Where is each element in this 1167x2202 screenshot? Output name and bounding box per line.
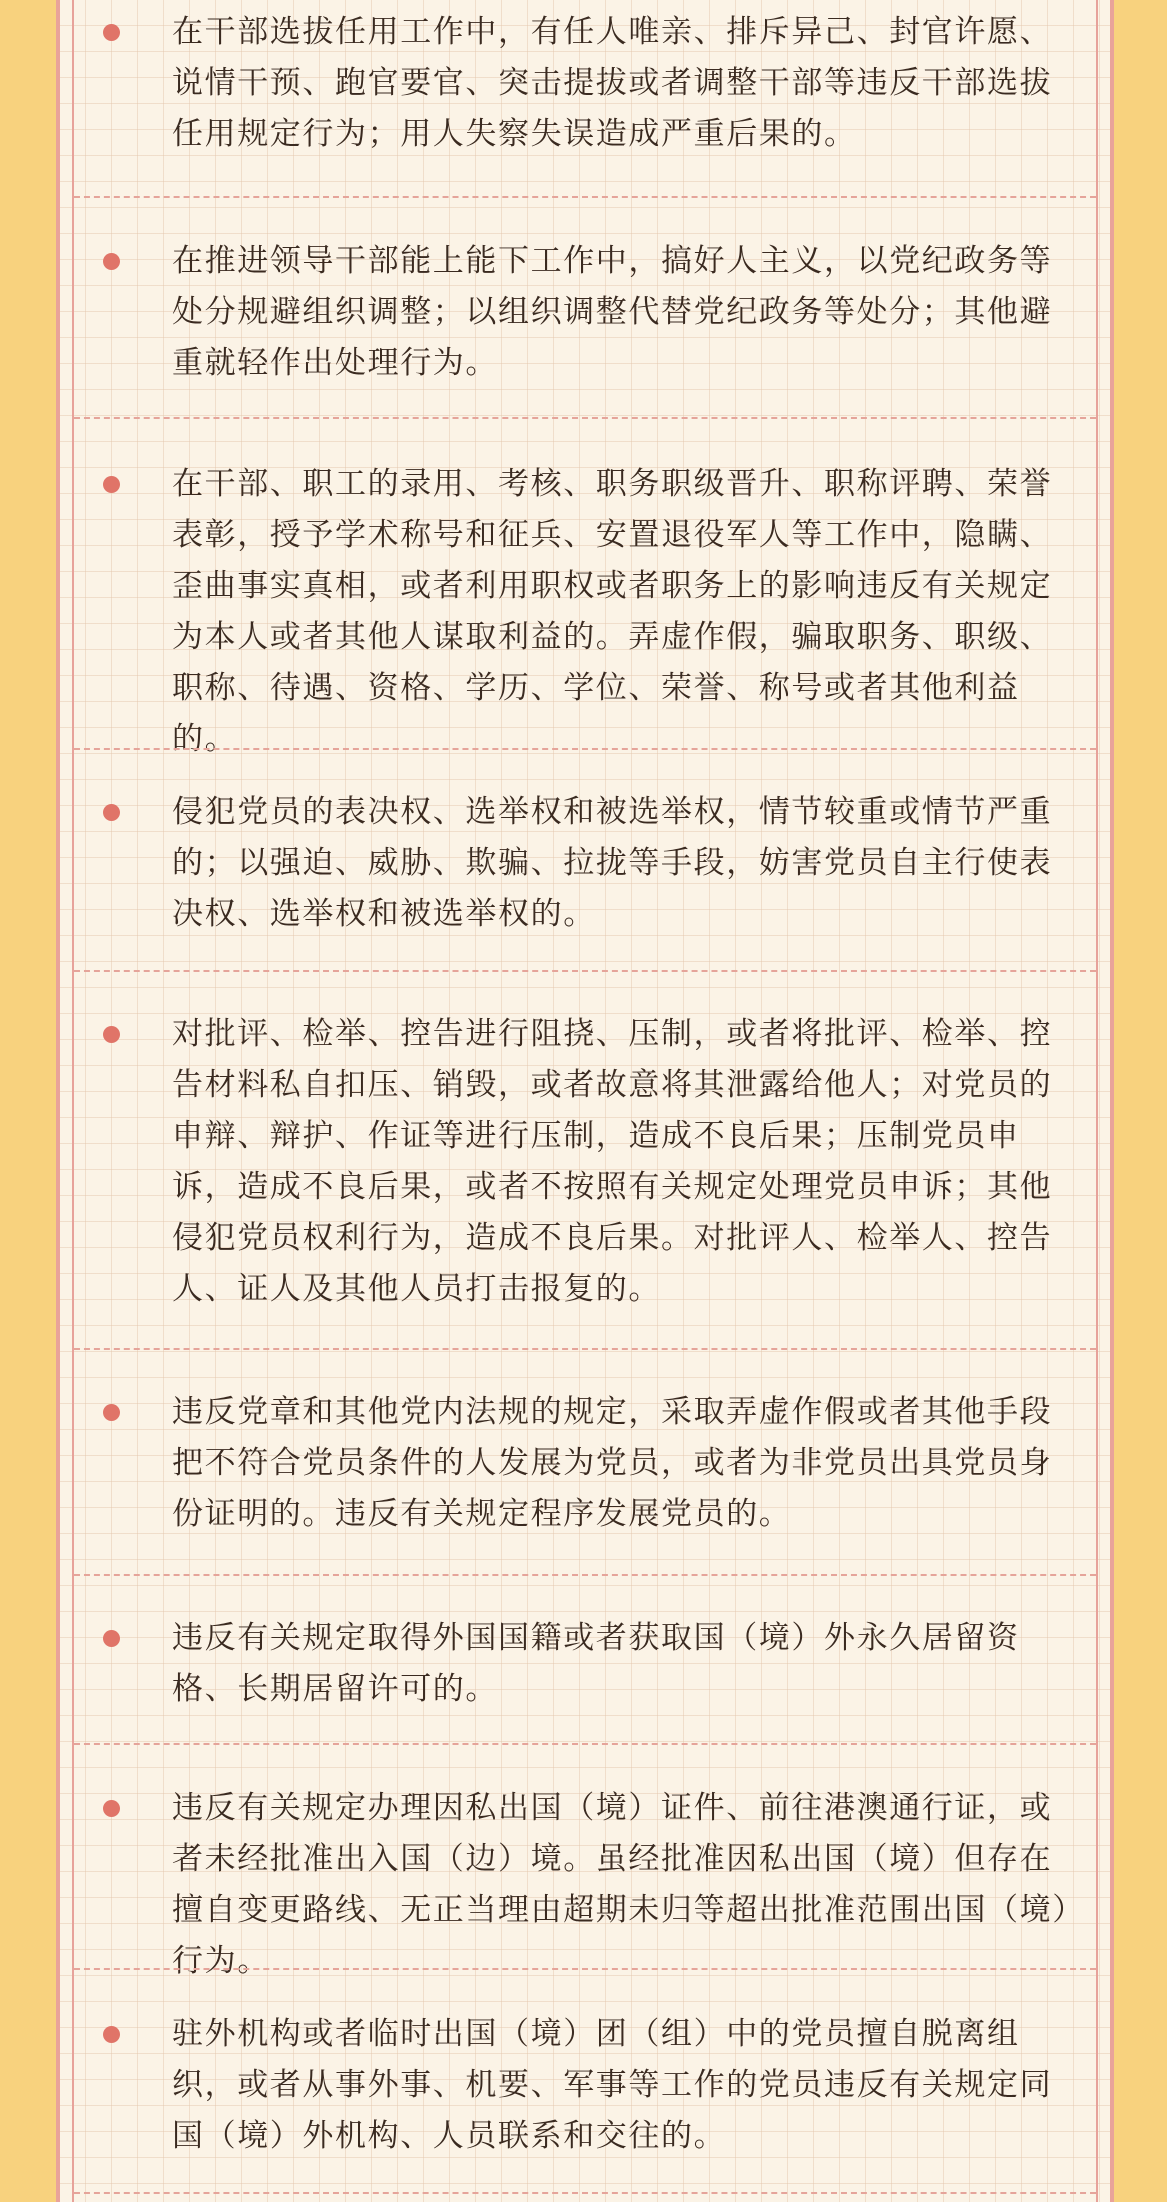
dashed-divider: [74, 970, 1096, 972]
dashed-divider: [74, 1348, 1096, 1350]
list-item-text: 违反有关规定取得外国国籍或者获取国（境）外永久居留资格、长期居留许可的。: [172, 1620, 1020, 1707]
dashed-divider: [74, 196, 1096, 198]
list-item-text: 在推进领导干部能上能下工作中，搞好人主义，以党纪政务等处分规避组织调整；以组织调整代替党纪政务等处分；其他避重就轻作出处理行为。: [172, 243, 1053, 381]
list-item-text: 侵犯党员的表决权、选举权和被选举权，情节较重或情节严重的；以强迫、威胁、欺骗、拉拢等手段，妨害党员自主行使表决权、选举权和被选举权的。: [172, 794, 1053, 932]
right-frame-stripe: [1110, 0, 1114, 2202]
bullet-dot: [103, 2026, 120, 2043]
bullet-dot: [103, 1404, 120, 1421]
dashed-divider: [74, 748, 1096, 750]
list-item-text: 违反有关规定办理因私出国（境）证件、前往港澳通行证，或者未经批准出入国（边）境。虽经批准因私出国（境）但存在擅自变更路线、无正当理由超期未归等超出批准范围出国（境）行为。: [172, 1790, 1070, 1979]
grid-paper: [60, 0, 1110, 2202]
list-item-text: 违反党章和其他党内法规的规定，采取弄虚作假或者其他手段把不符合党员条件的人发展为党员，或者为非党员出具党员身份证明的。违反有关规定程序发展党员的。: [172, 1394, 1053, 1532]
list-item-text: 在干部选拔任用工作中，有任人唯亲、排斥异己、封官许愿、说情干预、跑官要官、突击提拔或者调整干部等违反干部选拔任用规定行为；用人失察失误造成严重后果的。: [172, 14, 1053, 152]
bullet-dot: [103, 1800, 120, 1817]
right-inner-border: [1096, 0, 1098, 2202]
bullet-dot: [103, 804, 120, 821]
list-item-text: 驻外机构或者临时出国（境）团（组）中的党员擅自脱离组织，或者从事外事、机要、军事等工作的党员违反有关规定同国（境）外机构、人员联系和交往的。: [172, 2016, 1053, 2154]
list-item-text: 对批评、检举、控告进行阻挠、压制，或者将批评、检举、控告材料私自扣压、销毁，或者故意将其泄露给他人；对党员的申辩、辩护、作证等进行压制，造成不良后果；压制党员申诉，造成不良后果，或者不按照有关规定处理党员申诉；其他侵犯党员权利行为，造成不良后果。对批评人、检举人、控告人、证人及其他人员打击报复的。: [172, 1016, 1053, 1307]
dashed-divider: [74, 1743, 1096, 1745]
dashed-divider: [74, 1574, 1096, 1576]
bullet-dot: [103, 476, 120, 493]
dashed-divider: [74, 417, 1096, 419]
list-item-text: 在干部、职工的录用、考核、职务职级晋升、职称评聘、荣誉表彰，授予学术称号和征兵、安置退役军人等工作中，隐瞒、歪曲事实真相，或者利用职权或者职务上的影响违反有关规定为本人或者其他人谋取利益的。弄虚作假，骗取职务、职级、职称、待遇、资格、学历、学位、荣誉、称号或者其他利益的。: [172, 466, 1053, 757]
bullet-dot: [103, 1630, 120, 1647]
bullet-dot: [103, 253, 120, 270]
bullet-dot: [103, 1026, 120, 1043]
bullet-dot: [103, 24, 120, 41]
dashed-divider: [74, 2192, 1096, 2194]
left-inner-border: [72, 0, 74, 2202]
dashed-divider: [74, 1968, 1096, 1970]
